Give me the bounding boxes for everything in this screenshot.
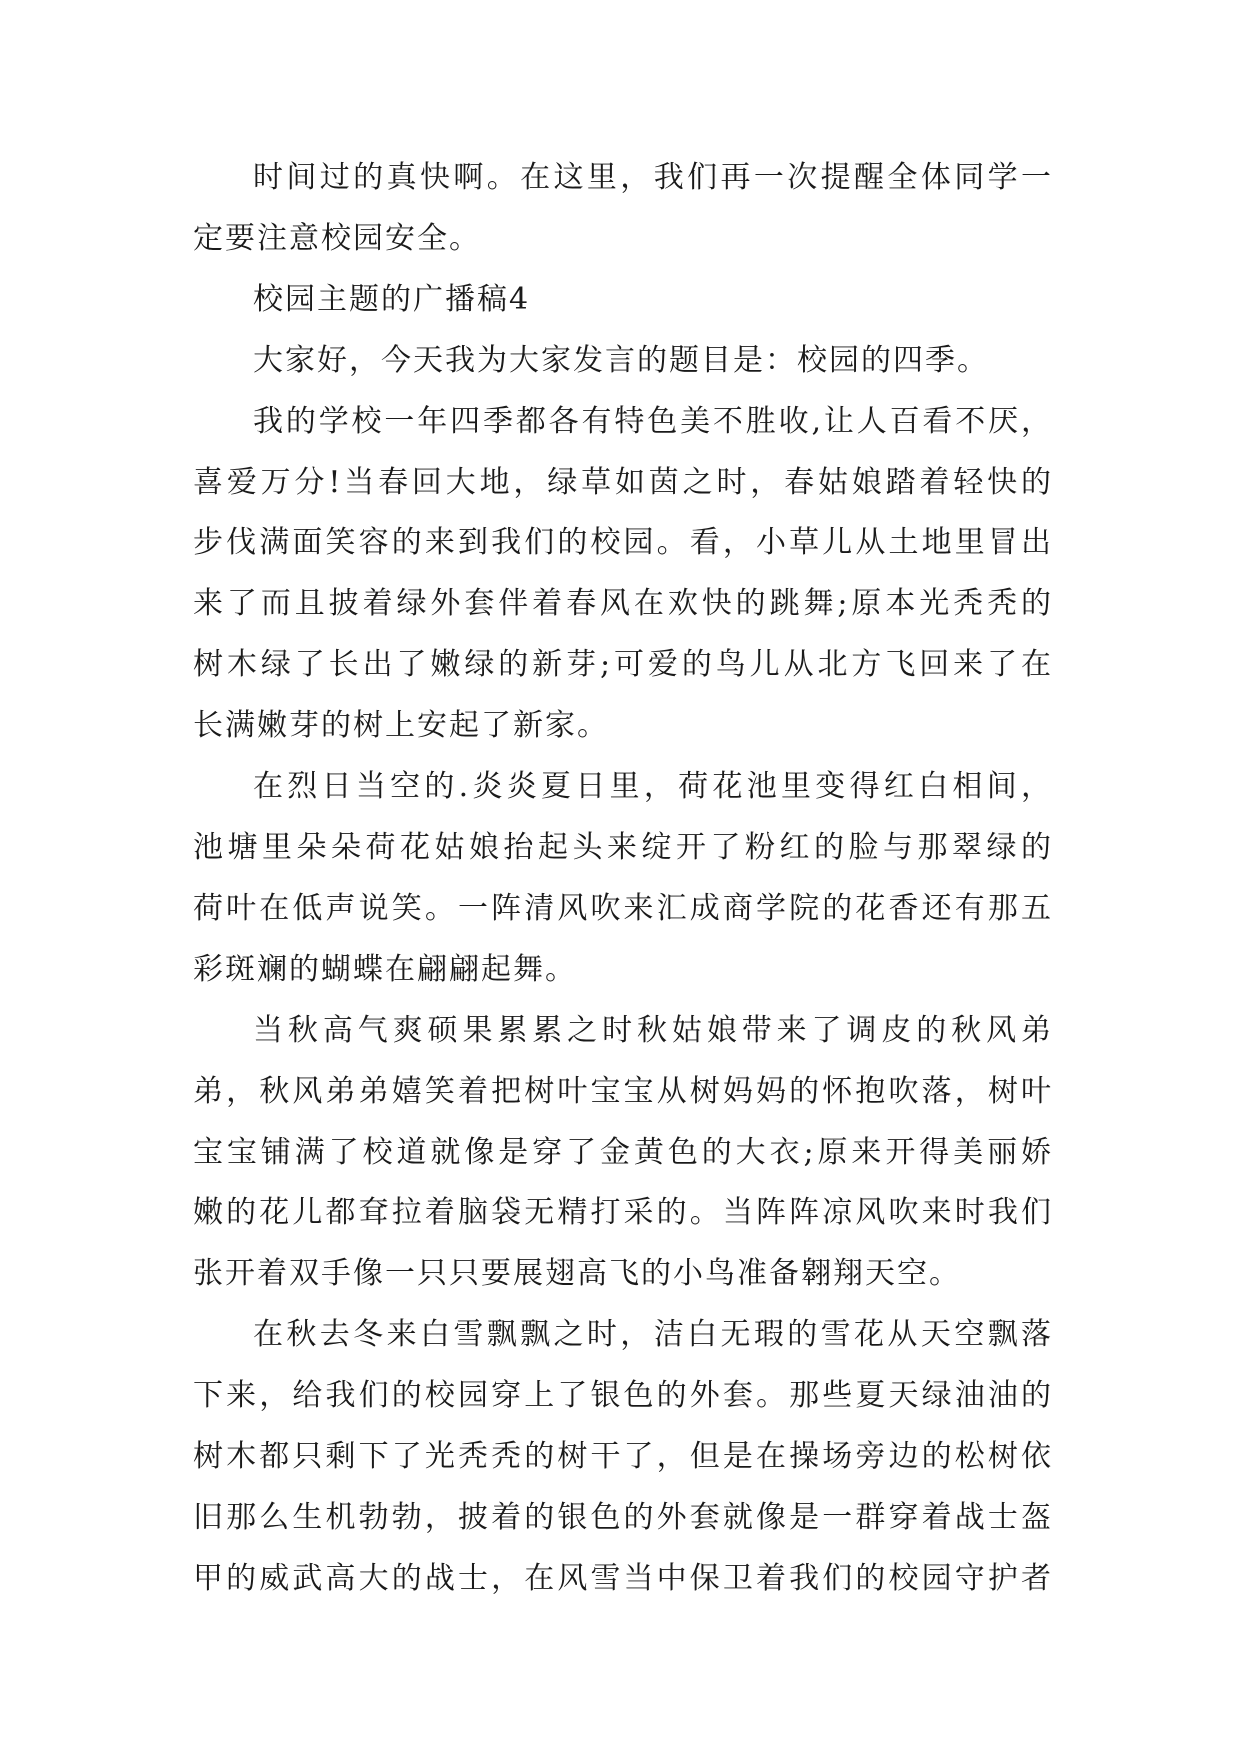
text-line: 大家好，今天我为大家发言的题目是：校园的四季。 [253, 342, 989, 378]
text-line: 定要注意校园安全。 [193, 220, 481, 256]
text-line: 旧那么生机勃勃，披着的银色的外套就像是一群穿着战士盔 [193, 1499, 1053, 1535]
paragraph-greeting [193, 331, 1053, 392]
text-line: 我的学校一年四季都各有特色美不胜收,让人百看不厌， [253, 403, 1053, 439]
text-line: 喜爱万分!当春回大地，绿草如茵之时，春姑娘踏着轻快的 [193, 464, 1053, 500]
text-line: 弟，秋风弟弟嬉笑着把树叶宝宝从树妈妈的怀抱吹落，树叶 [193, 1073, 1053, 1109]
text-line: 长满嫩芽的树上安起了新家。 [193, 708, 609, 744]
heading-text: 校园主题的广播稿4 [253, 281, 531, 317]
text-line: 荷叶在低声说笑。一阵清风吹来汇成商学院的花香还有那五 [193, 890, 1053, 926]
text-line: 池塘里朵朵荷花姑娘抬起头来绽开了粉红的脸与那翠绿的 [193, 829, 1053, 865]
paragraph-winter [193, 1305, 1053, 1610]
section-heading [193, 270, 1053, 331]
text-line: 时间过的真快啊。在这里，我们再一次提醒全体同学一 [253, 160, 1053, 195]
text-line: 宝宝铺满了校道就像是穿了金黄色的大衣;原来开得美丽娇 [193, 1134, 1053, 1170]
text-line: 树木都只剩下了光秃秃的树干了，但是在操场旁边的松树依 [193, 1439, 1053, 1475]
text-line: 来了而且披着绿外套伴着春风在欢快的跳舞;原本光秃秃的 [193, 586, 1053, 622]
text-line: 在秋去冬来白雪飘飘之时，洁白无瑕的雪花从天空飘落 [253, 1317, 1053, 1353]
text-line: 下来，给我们的校园穿上了银色的外套。那些夏天绿油油的 [193, 1378, 1053, 1414]
text-line: 树木绿了长出了嫩绿的新芽;可爱的鸟儿从北方飞回来了在 [193, 647, 1053, 683]
text-line: 张开着双手像一只只要展翅高飞的小鸟准备翱翔天空。 [193, 1256, 961, 1292]
paragraph-safety-reminder [193, 148, 1053, 270]
text-line: 步伐满面笑容的来到我们的校园。看，小草儿从土地里冒出 [193, 525, 1053, 561]
text-line: 甲的威武高大的战士，在风雪当中保卫着我们的校园守护者 [193, 1560, 1053, 1596]
paragraph-summer [193, 757, 1053, 1001]
paragraph-spring [193, 392, 1053, 757]
paragraph-autumn [193, 1001, 1053, 1306]
text-line: 当秋高气爽硕果累累之时秋姑娘带来了调皮的秋风弟 [253, 1012, 1053, 1048]
text-line: 彩斑斓的蝴蝶在翩翩起舞。 [193, 951, 577, 987]
document-body [193, 148, 1053, 1610]
text-line: 嫩的花儿都耷拉着脑袋无精打采的。当阵阵凉风吹来时我们 [193, 1195, 1053, 1231]
text-line: 在烈日当空的.炎炎夏日里，荷花池里变得红白相间， [253, 769, 1053, 805]
